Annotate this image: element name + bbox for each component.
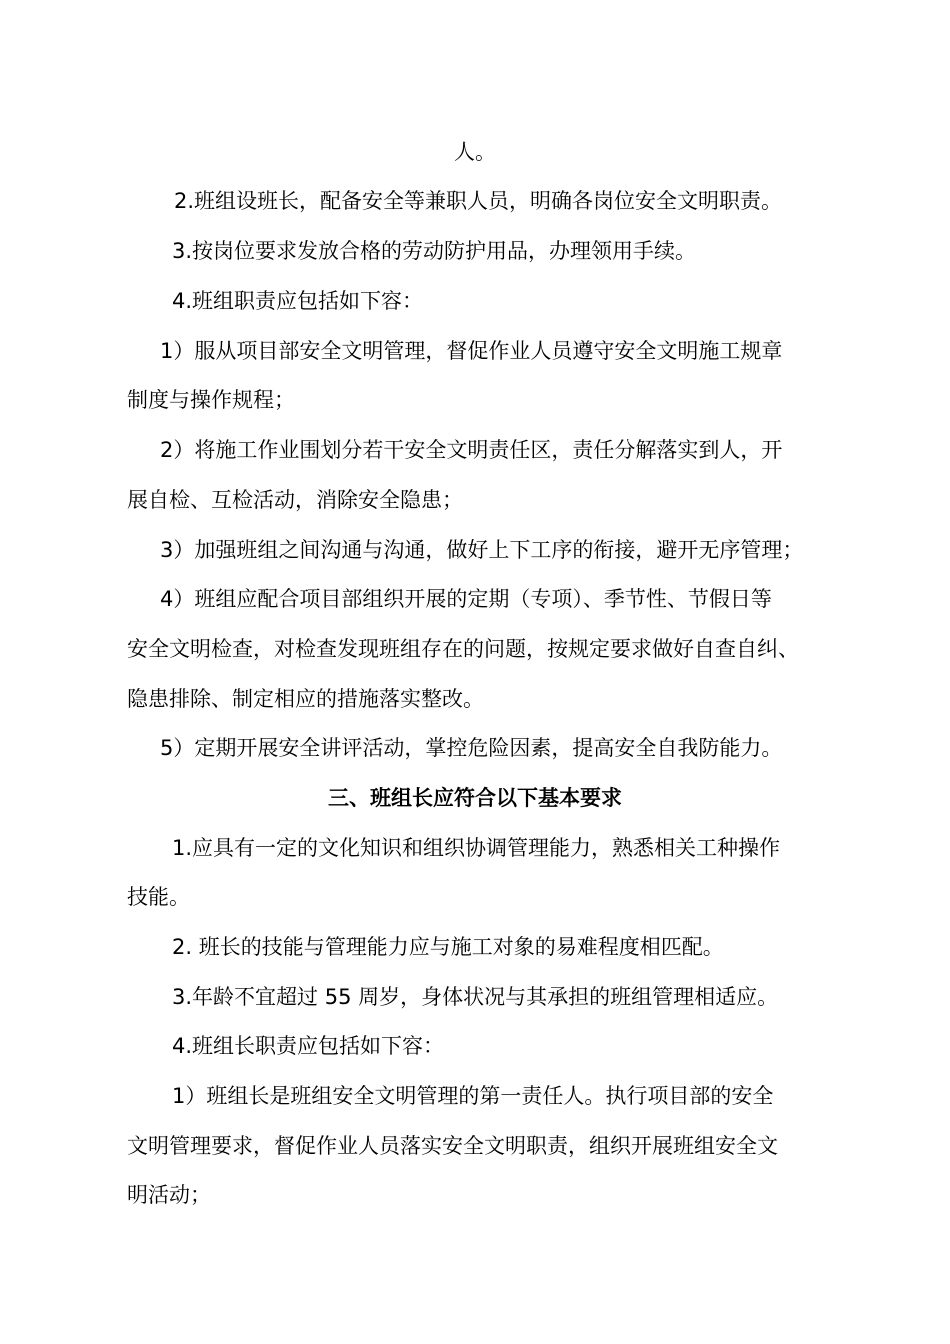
text-line: 隐患排除、制定相应的措施落实整改。 <box>127 687 484 711</box>
text-line: 制度与操作规程； <box>127 388 295 412</box>
text-line: 1.应具有一定的文化知识和组织协调管理能力，熟悉相关工种操作 <box>172 836 781 860</box>
text-line: 2）将施工作业围划分若干安全文明责任区，责任分解落实到人，开 <box>160 438 783 462</box>
text-line: 3.按岗位要求发放合格的劳动防护用品，办理领用手续。 <box>172 239 697 263</box>
section-heading: 三、班组长应符合以下基本要求 <box>328 786 622 810</box>
text-line: 5）定期开展安全讲评活动，掌控危险因素，提高安全自我防能力。 <box>160 736 783 760</box>
text-line: 明活动； <box>127 1183 211 1207</box>
text-line: 4.班组长职责应包括如下容： <box>172 1034 445 1058</box>
text-line: 3）加强班组之间沟通与沟通，做好上下工序的衔接，避开无序管理； <box>160 538 804 562</box>
text-line: 4）班组应配合项目部组织开展的定期（专项）、季节性、节假日等 <box>160 587 772 611</box>
text-line: 1）服从项目部安全文明管理，督促作业人员遵守安全文明施工规章 <box>160 339 783 363</box>
text-line: 文明管理要求，督促作业人员落实安全文明职责，组织开展班组安全文 <box>127 1134 778 1158</box>
text-line: 技能。 <box>127 885 190 909</box>
text-line: 3.年龄不宜超过 55 周岁，身体状况与其承担的班组管理相适应。 <box>172 985 779 1009</box>
text-line: 1）班组长是班组安全文明管理的第一责任人。执行项目部的安全 <box>172 1084 774 1108</box>
text-line: 2. 班长的技能与管理能力应与施工对象的易难程度相匹配。 <box>172 935 724 959</box>
text-line: 4.班组职责应包括如下容： <box>172 289 424 313</box>
text-line: 展自检、互检活动，消除安全隐患； <box>127 488 463 512</box>
text-line: 2.班组设班长，配备安全等兼职人员，明确各岗位安全文明职责。 <box>174 189 783 213</box>
text-line: 人。 <box>454 140 496 164</box>
text-line: 安全文明检查，对检查发现班组存在的问题，按规定要求做好自查自纠、 <box>127 637 799 661</box>
